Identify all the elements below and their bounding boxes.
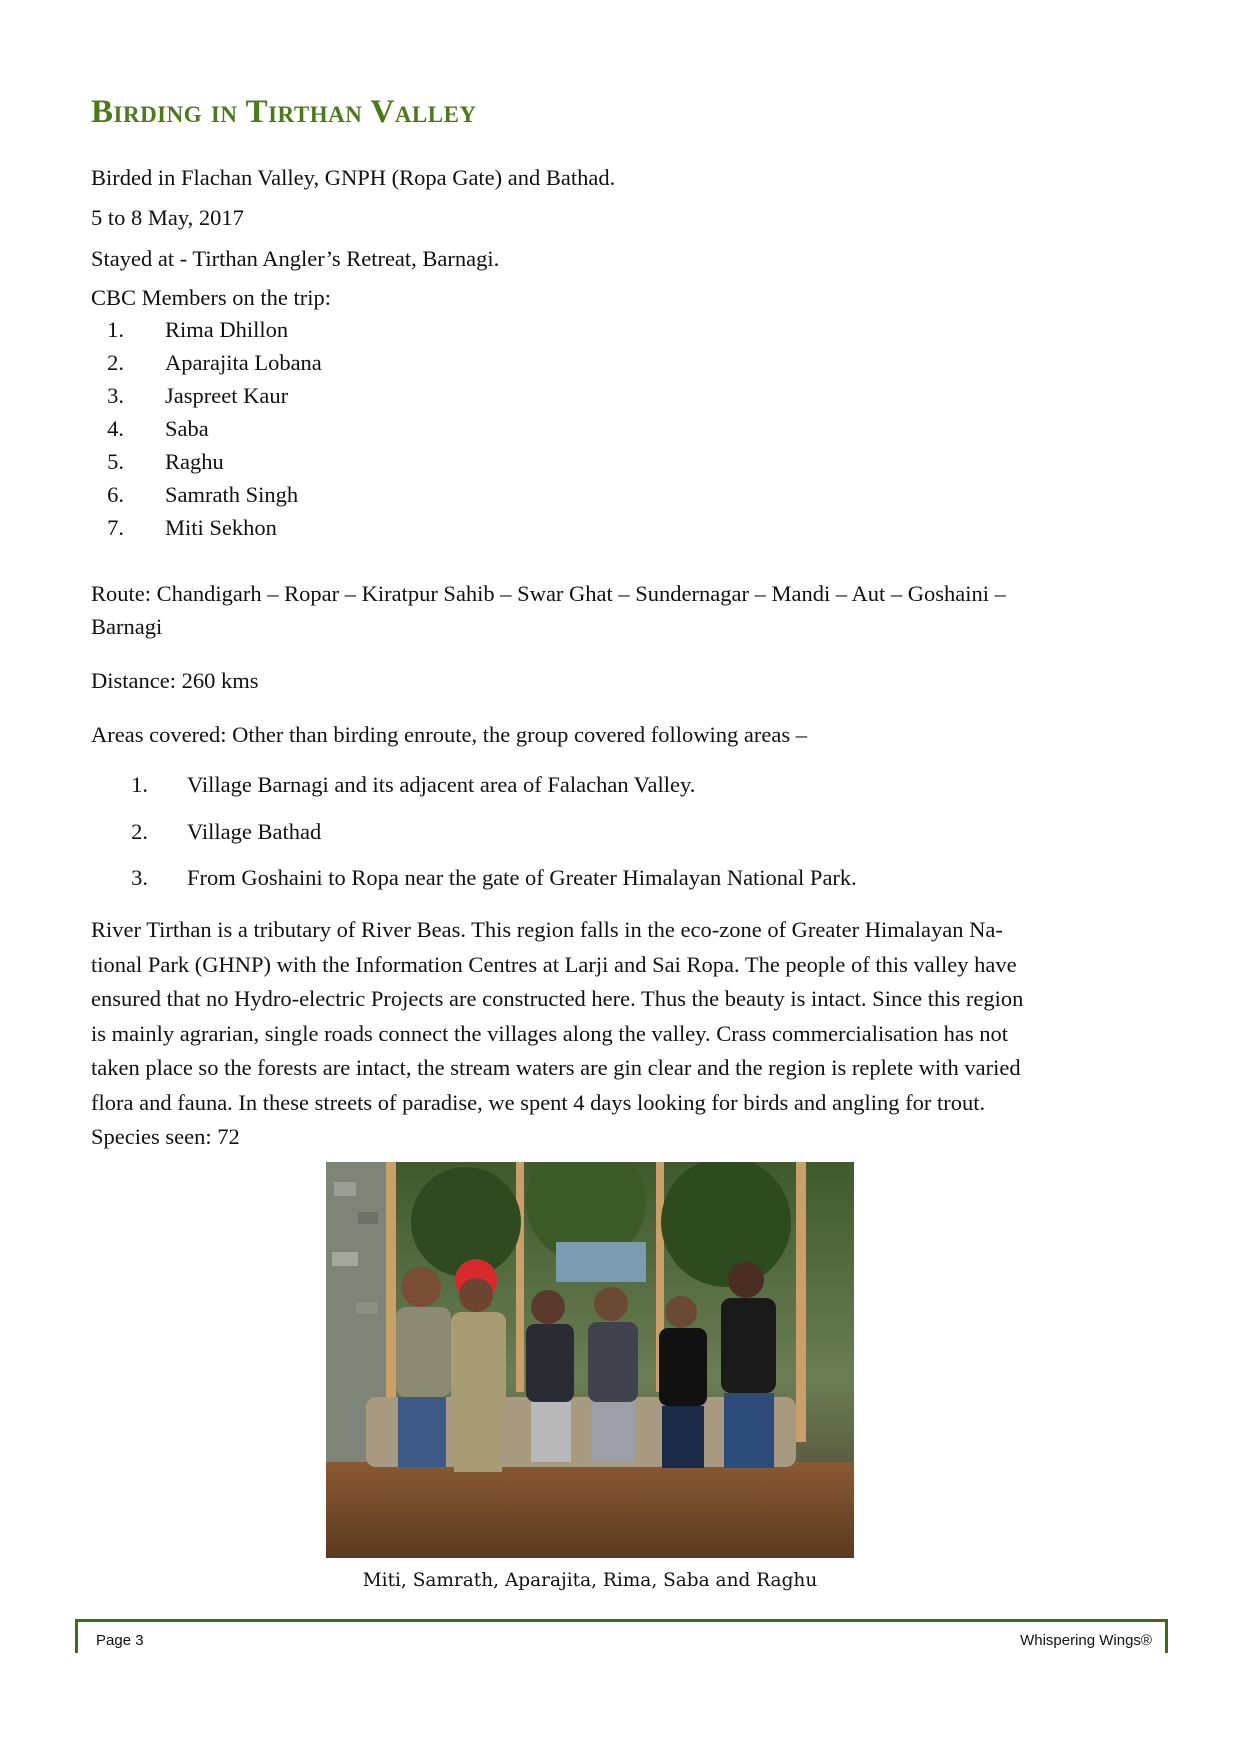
- paragraph-line: River Tirthan is a tributary of River Beas. This region falls in the eco-zone of Greater Himalayan Na-: [91, 917, 1003, 942]
- birded-locations: Birded in Flachan Valley, GNPH (Ropa Gate) and Bathad.: [91, 165, 616, 190]
- footer-rule-right: [1165, 1619, 1168, 1653]
- paragraph-line: tional Park (GHNP) with the Information Centres at Larji and Sai Ropa. The people of this valley have: [91, 951, 1017, 977]
- member-name: Raghu: [165, 449, 224, 474]
- trip-dates: 5 to 8 May, 2017: [91, 205, 244, 230]
- distance: Distance: 260 kms: [91, 668, 259, 693]
- member-name: Saba: [165, 416, 209, 441]
- list-number: 1.: [107, 317, 124, 342]
- list-number: 3.: [107, 383, 124, 408]
- area-text: Village Barnagi and its adjacent area of Falachan Valley.: [187, 772, 696, 797]
- footer-rule-left: [75, 1619, 78, 1653]
- route-line-1: Route: Chandigarh – Ropar – Kiratpur Sahib – Swar Ghat – Sundernagar – Mandi – Aut – Goshaini –: [91, 581, 1006, 606]
- route-line-2: Barnagi: [91, 614, 163, 639]
- list-number: 3.: [131, 865, 148, 890]
- list-number: 5.: [107, 449, 124, 474]
- page-number: Page 3: [96, 1632, 144, 1649]
- member-name: Aparajita Lobana: [165, 350, 322, 375]
- publication-name: Whispering Wings®: [1020, 1632, 1152, 1649]
- paragraph-line: is mainly agrarian, single roads connect the villages along the valley. Crass commercialisation has not: [91, 1020, 1009, 1046]
- area-text: Village Bathad: [187, 819, 322, 844]
- members-heading: CBC Members on the trip:: [91, 285, 331, 310]
- member-name: Rima Dhillon: [165, 317, 289, 342]
- area-text: From Goshaini to Ropa near the gate of Greater Himalayan National Park.: [187, 865, 857, 890]
- species-count: Species seen: 72: [91, 1124, 240, 1149]
- page-title: Birding in Tirthan Valley: [91, 94, 477, 130]
- list-number: 1.: [131, 772, 148, 797]
- photo-caption: Miti, Samrath, Aparajita, Rima, Saba and Raghu: [362, 1570, 818, 1591]
- member-name: Jaspreet Kaur: [165, 383, 289, 408]
- paragraph-line: flora and fauna. In these streets of paradise, we spent 4 days looking for birds and angling for trout.: [91, 1089, 986, 1115]
- paragraph-line: taken place so the forests are intact, the stream waters are gin clear and the region is replete with varied: [91, 1055, 1021, 1080]
- description-paragraph: [91, 913, 1151, 1120]
- list-number: 7.: [107, 515, 124, 540]
- list-number: 2.: [107, 350, 124, 375]
- member-name: Miti Sekhon: [165, 515, 277, 540]
- member-name: Samrath Singh: [165, 482, 299, 507]
- paragraph-line: ensured that no Hydro-electric Projects are constructed here. Thus the beauty is intact. Since this region: [91, 986, 1024, 1011]
- list-number: 6.: [107, 482, 124, 507]
- list-number: 4.: [107, 416, 124, 441]
- areas-heading: Areas covered: Other than birding enroute, the group covered following areas –: [91, 722, 807, 747]
- group-photo: [326, 1162, 854, 1558]
- footer-rule: [75, 1619, 1168, 1622]
- list-number: 2.: [131, 819, 148, 844]
- stay-location: Stayed at - Tirthan Angler’s Retreat, Barnagi.: [91, 246, 500, 271]
